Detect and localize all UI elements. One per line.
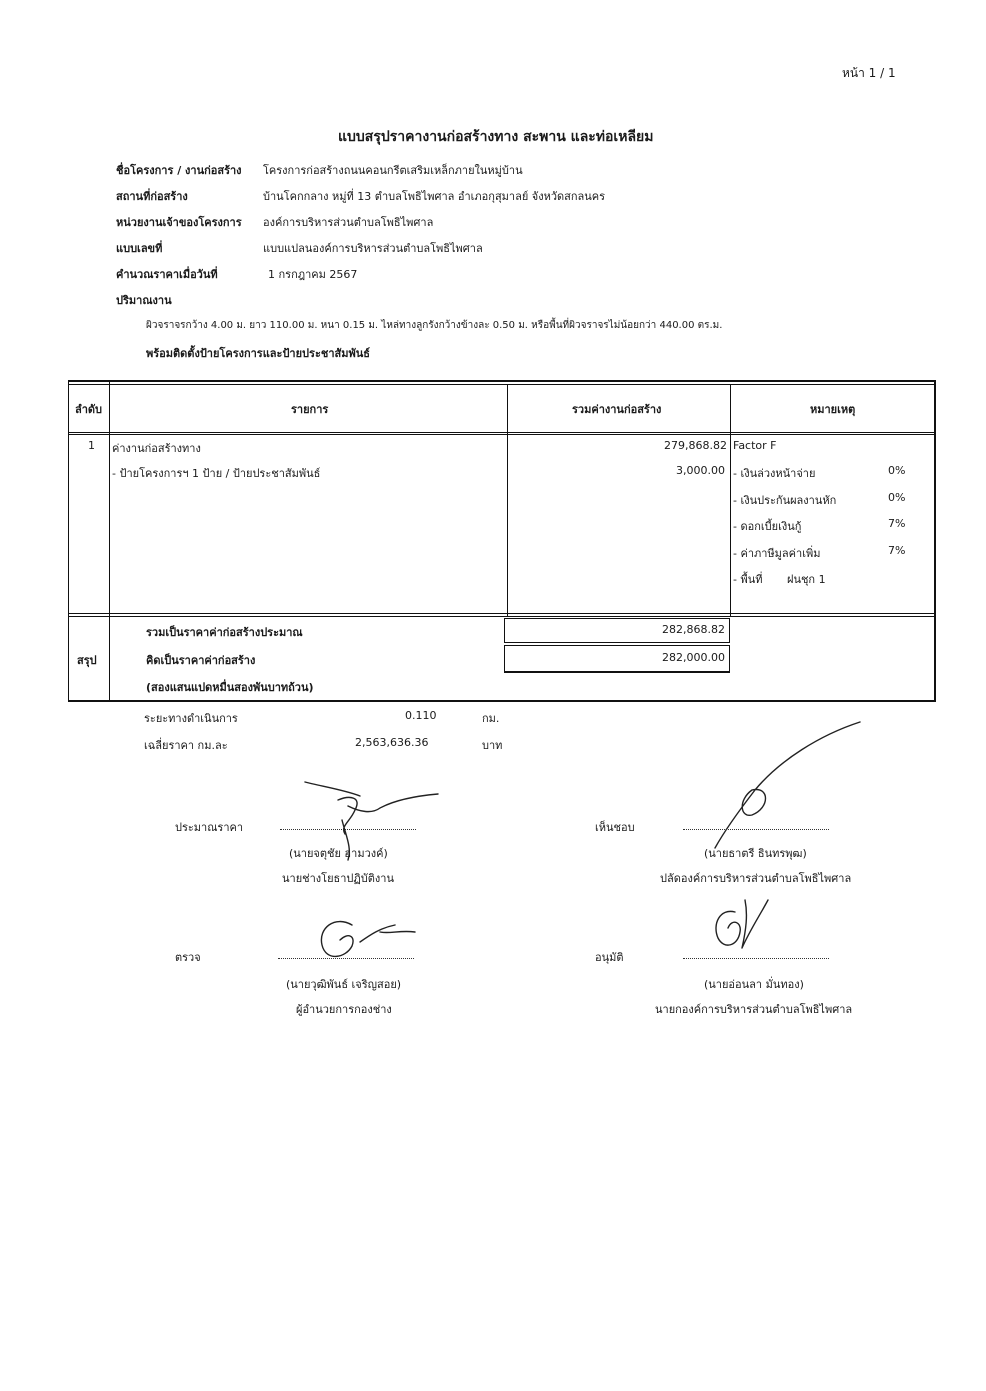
vat-value: 7% <box>888 544 906 557</box>
interest-label: - ดอกเบี้ยเงินกู้ <box>733 520 802 533</box>
header-remark: หมายเหตุ <box>810 403 856 416</box>
checker-signature <box>321 922 415 957</box>
row-number: 1 <box>88 439 95 452</box>
guarantee-value: 0% <box>888 491 906 504</box>
estimator-title: นายช่างโยธาปฏิบัติงาน <box>282 872 394 885</box>
estimator-name: (นายจตุชัย ฮามวงค์) <box>289 847 388 860</box>
rounded-label: คิดเป็นราคาค่าก่อสร้าง <box>146 654 256 667</box>
vat-label: - ค่าภาษีมูลค่าเพิ่ม <box>733 547 821 560</box>
owner-label: หน่วยงานเจ้าของโครงการ <box>116 216 242 229</box>
approver2-name: (นายอ่อนลา มั่นทอง) <box>704 978 804 991</box>
location-value: บ้านโคกกลาง หมู่ที่ 13 ตำบลโพธิไพศาล อำเภอกุสุมาลย์ จังหวัดสกลนคร <box>263 190 606 203</box>
sum-label: รวมเป็นราคาค่าก่อสร้างประมาณ <box>146 626 303 639</box>
approver1-title: ปลัดองค์การบริหารส่วนตำบลโพธิไพศาล <box>660 872 852 885</box>
approver1-role: เห็นชอบ <box>595 821 635 834</box>
quantity-label: ปริมาณงาน <box>116 294 172 307</box>
quantity-line-1: ผิวจราจรกว้าง 4.00 ม. ยาว 110.00 ม. หนา 0.15 ม. ไหล่ทางลูกรังกว้างข้างละ 0.50 ม. หรือพื้นที่ผิวจราจรไม่น้อยกว่า 440.00 ตร.ม. <box>146 320 723 331</box>
advance-label: - เงินล่วงหน้าจ่าย <box>733 467 816 480</box>
header-total: รวมค่างานก่อสร้าง <box>572 403 662 416</box>
project-label: ชื่อโครงการ / งานก่อสร้าง <box>116 164 242 177</box>
approver2-role: อนุมัติ <box>595 951 624 964</box>
approver1-name: (นายธาตรี ธินทรพุฒ) <box>704 847 807 860</box>
item-sign-value: 3,000.00 <box>676 464 725 477</box>
page-number: หน้า 1 / 1 <box>842 66 896 80</box>
area-value: ฝนชุก 1 <box>787 573 826 586</box>
checker-title: ผู้อำนวยการกองช่าง <box>296 1003 392 1016</box>
area-label: - พื้นที่ <box>733 573 763 586</box>
guarantee-label: - เงินประกันผลงานหัก <box>733 494 837 507</box>
header-item: รายการ <box>291 403 329 416</box>
approver2-title: นายกองค์การบริหารส่วนตำบลโพธิไพศาล <box>655 1003 853 1016</box>
estimator-signature <box>305 782 438 860</box>
design-value: แบบแปลนองค์การบริหารส่วนตำบลโพธิไพศาล <box>263 242 483 255</box>
header-no: ลำดับ <box>75 403 103 416</box>
checker-role: ตรวจ <box>175 951 201 964</box>
distance-value: 0.110 <box>405 709 437 722</box>
approver2-signature <box>716 900 768 948</box>
avg-price-value: 2,563,636.36 <box>355 736 429 749</box>
owner-value: องค์การบริหารส่วนตำบลโพธิไพศาล <box>263 216 434 229</box>
estimator-role: ประมาณราคา <box>175 821 244 834</box>
date-value: 1 กรกฎาคม 2567 <box>268 268 358 281</box>
date-label: คำนวณราคาเมื่อวันที่ <box>116 268 218 281</box>
quantity-line-2: พร้อมติดตั้งป้ายโครงการและป้ายประชาสัมพันธ์ <box>146 347 370 360</box>
checker-name: (นายวุฒิพันธ์ เจริญสอย) <box>286 978 402 991</box>
rounded-value: 282,000.00 <box>662 651 725 664</box>
factor-label: Factor F <box>733 439 777 452</box>
distance-label: ระยะทางดำเนินการ <box>144 712 238 725</box>
summary-label: สรุป <box>77 654 97 667</box>
interest-value: 7% <box>888 517 906 530</box>
item-sign-label: - ป้ายโครงการฯ 1 ป้าย / ป้ายประชาสัมพันธ์ <box>112 467 321 480</box>
item-road-label: ค่างานก่อสร้างทาง <box>112 442 201 455</box>
approver1-signature <box>715 722 860 848</box>
design-label: แบบเลขที่ <box>116 242 163 255</box>
avg-price-label: เฉลี่ยราคา กม.ละ <box>144 739 228 752</box>
location-label: สถานที่ก่อสร้าง <box>116 190 188 203</box>
item-road-value: 279,868.82 <box>664 439 727 452</box>
amount-in-words: (สองแสนแปดหมื่นสองพันบาทถ้วน) <box>146 681 314 694</box>
avg-price-unit: บาท <box>482 739 503 752</box>
document-title: แบบสรุปราคางานก่อสร้างทาง สะพาน และท่อเหลียม <box>338 129 654 145</box>
sum-value: 282,868.82 <box>662 623 725 636</box>
distance-unit: กม. <box>482 712 500 725</box>
advance-value: 0% <box>888 464 906 477</box>
project-value: โครงการก่อสร้างถนนคอนกรีตเสริมเหล็กภายในหมู่บ้าน <box>263 164 523 177</box>
